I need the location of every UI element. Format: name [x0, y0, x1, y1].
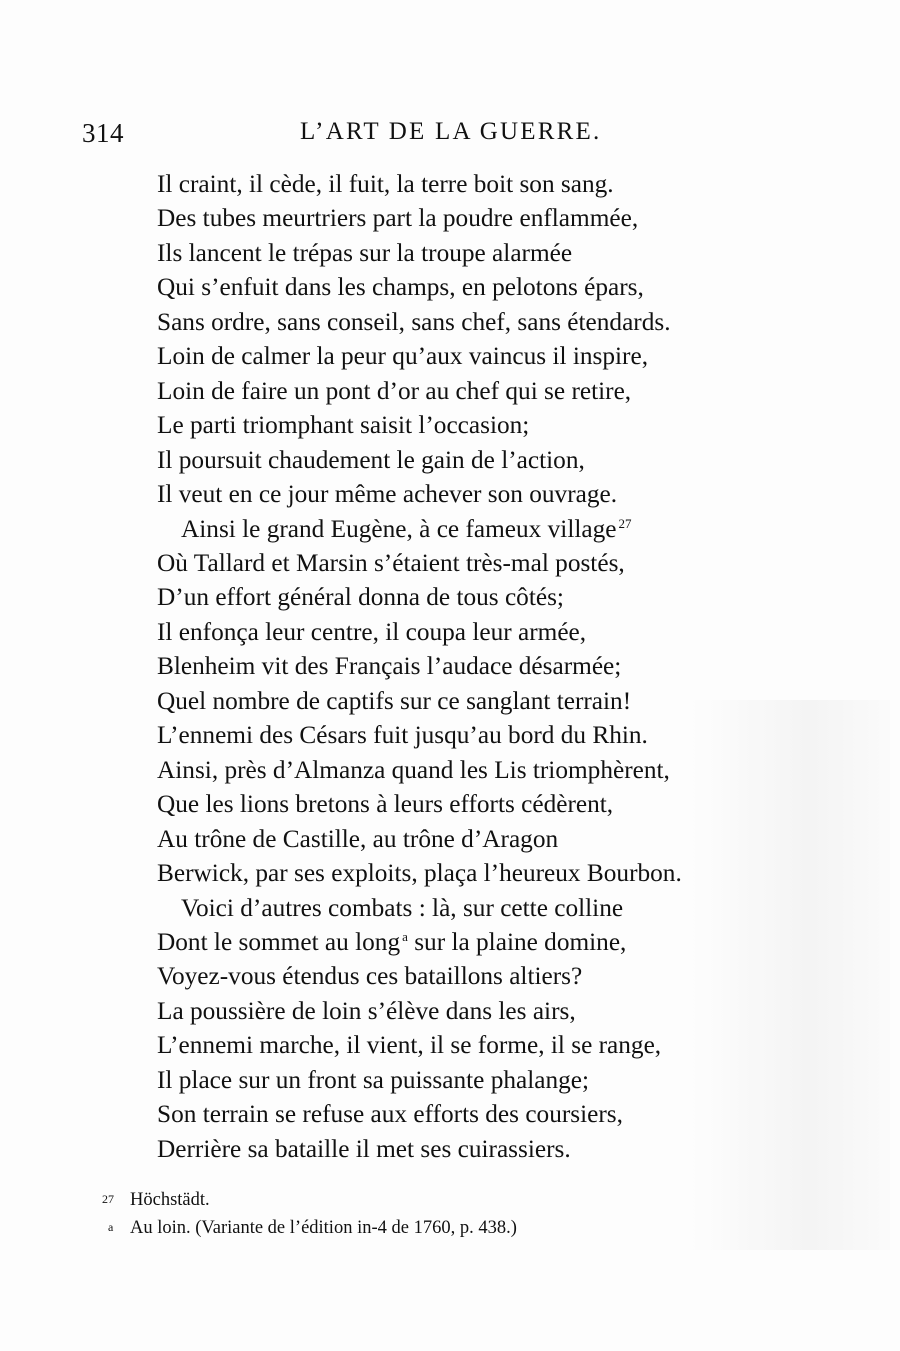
footnote: [102, 1214, 742, 1242]
verse-line: Il poursuit chaudement le gain de l’action,: [157, 445, 585, 474]
verse-line: Il place sur un front sa puissante phalange;: [157, 1065, 590, 1094]
verse-line: Son terrain se refuse aux efforts des coursiers,: [157, 1100, 623, 1129]
verse-line: Il enfonça leur centre, il coupa leur armée,: [157, 617, 587, 646]
verse-line: L’ennemi marche, il vient, il se forme, il se range,: [157, 1031, 662, 1060]
verse-line: Ils lancent le trépas sur la troupe alarmée: [157, 238, 573, 267]
footnote: [102, 1186, 742, 1214]
verse-line: Des tubes meurtriers part la poudre enflammée,: [157, 204, 639, 233]
footnote-text: Au loin. (Variante de l’édition in-4 de 1760, p. 438.): [130, 1218, 517, 1238]
verse-line: Que les lions bretons à leurs efforts cédèrent,: [157, 790, 614, 819]
footnote-number: 27: [102, 1192, 114, 1206]
verse-line: Ainsi, près d’Almanza quand les Lis triomphèrent,: [157, 755, 670, 784]
footnote-text: Höchstädt.: [130, 1190, 210, 1210]
verse-line: Derrière sa bataille il met ses cuirassiers.: [157, 1134, 571, 1163]
verse-line: Au trône de Castille, au trône d’Aragon: [157, 824, 559, 853]
verse-line: Berwick, par ses exploits, plaça l’heureux Bourbon.: [157, 859, 682, 888]
verse-line: Quel nombre de captifs sur ce sanglant terrain!: [157, 686, 632, 715]
running-title: L’ART DE LA GUERRE.: [300, 118, 602, 145]
verse-line: L’ennemi des Césars fuit jusqu’au bord du Rhin.: [157, 721, 648, 750]
verse-line: Loin de faire un pont d’or au chef qui se retire,: [157, 376, 632, 405]
verse-line: Ainsi le grand Eugène, à ce fameux village $^{27}$: [181, 514, 632, 543]
verse-line: Loin de calmer la peur qu’aux vaincus il inspire,: [157, 342, 649, 371]
page-header: [82, 118, 642, 152]
verse-line: La poussière de loin s’élève dans les airs,: [157, 996, 576, 1025]
verse-block: [157, 167, 847, 1166]
verse-line: Où Tallard et Marsin s’étaient très-mal postés,: [157, 548, 625, 577]
verse-line: Il craint, il cède, il fuit, la terre boit son sang.: [157, 170, 614, 198]
verse-line: Blenheim vit des Français l’audace désarmée;: [157, 652, 622, 681]
verse-line: Voyez-vous étendus ces bataillons altiers?: [157, 962, 583, 991]
footnote-reference: 27: [618, 515, 632, 531]
verse-line: Il veut en ce jour même achever son ouvrage.: [157, 480, 618, 509]
verse-line: Voici d’autres combats : là, sur cette colline: [181, 893, 624, 922]
variant-reference: a: [402, 928, 408, 944]
verse-line: Qui s’enfuit dans les champs, en pelotons épars,: [157, 273, 644, 302]
verse-line: Dont le sommet au long $^a$ sur la plaine domine,: [157, 927, 627, 956]
footnotes: [102, 1186, 742, 1242]
verse-line: Le parti triomphant saisit l’occasion;: [157, 411, 530, 440]
page-number: 314: [82, 118, 124, 148]
verse-line: Sans ordre, sans conseil, sans chef, sans étendards.: [157, 307, 671, 336]
verse-line: D’un effort général donna de tous côtés;: [157, 583, 564, 612]
footnote-letter: a: [108, 1220, 114, 1234]
